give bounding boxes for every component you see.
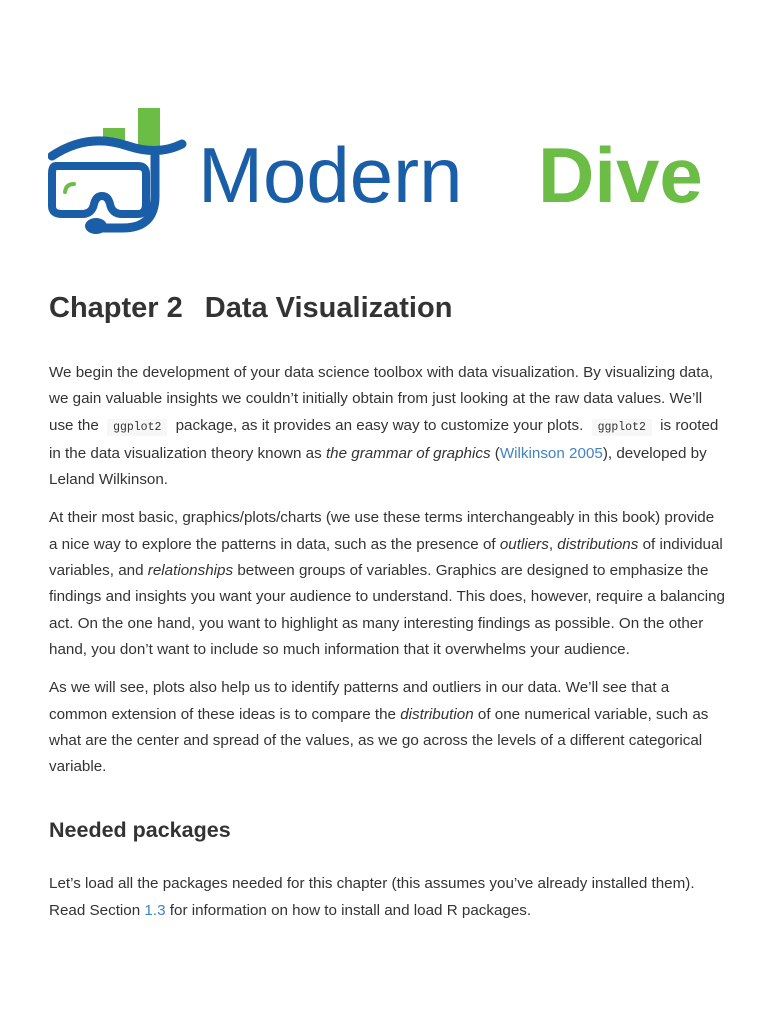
paragraph-basics (49, 505, 725, 663)
section-heading-needed-packages: Needed packages (49, 818, 231, 843)
chapter-title-text: Data Visualization (204, 292, 453, 324)
text: is rooted in the data visualization theory known as (49, 416, 719, 462)
text: for information on how to install and load R packages. (169, 901, 532, 919)
text: , (548, 535, 554, 553)
paragraph-patterns (49, 675, 725, 780)
text: between groups of variables. Graphics are designed to emphasize the findings and insights you want your audience to understand. This does, however, require a balancing act. On the one hand, you want to highlight as many interesting findings as possible. On the other hand, you don’t want to include so much information that it overwhelms your audience. (49, 562, 725, 658)
emphasis-distributions: distributions (557, 535, 639, 553)
moderndive-logo (48, 104, 728, 240)
emphasis-grammar-of-graphics: the grammar of graphics (325, 444, 491, 462)
text: At their most basic, graphics/plots/charts (we use these terms interchangeably in this book) provide a nice way to explore the patterns in data, such as the presence of (49, 509, 715, 553)
moderndive-logo-graphic (48, 104, 728, 240)
logo-bar-tall (138, 108, 160, 150)
logo-mask-strap (52, 141, 182, 156)
text: Let’s load all the packages needed for this chapter (this assumes you’ve already installed them). Read Section (49, 875, 695, 919)
logo-word-dive: Dive (538, 131, 703, 219)
paragraph-intro (49, 360, 725, 493)
logo-word-modern: Modern (198, 131, 463, 219)
text: package, as it provides an easy way to customize your plots. (175, 416, 584, 434)
chapter-title (49, 280, 725, 336)
text: We begin the development of your data science toolbox with data visualization. By visualizing data, we gain valuable insights we couldn’t initially obtain from just looking at the raw data values. We’ll use the (49, 364, 714, 434)
emphasis-distribution: distribution (400, 705, 474, 723)
emphasis-relationships: relationships (147, 562, 234, 580)
paragraph-packages (49, 871, 725, 924)
section-link-1-3[interactable]: 1.3 (144, 901, 166, 919)
logo-lens-highlight (65, 184, 74, 192)
code-ggplot2: ggplot2 (107, 419, 167, 436)
logo-mouthpiece (85, 218, 107, 234)
citation-link-wilkinson[interactable]: Wilkinson 2005 (499, 444, 603, 462)
text: of individual variables, and (49, 535, 723, 580)
chapter-number: Chapter 2 (49, 292, 183, 324)
text: ( (494, 444, 500, 462)
emphasis-outliers: outliers (499, 535, 549, 553)
code-ggplot2: ggplot2 (592, 419, 652, 436)
text: of one numerical variable, such as what are the center and spread of the values, as we go across the levels of a different categorical variable. (49, 705, 709, 776)
chapter-content (49, 280, 725, 936)
text: As we will see, plots also help us to identify patterns and outliers in our data. We’ll see that a common extension of these ideas is to compare the (49, 679, 670, 723)
text: ), developed by Leland Wilkinson. (49, 444, 707, 489)
